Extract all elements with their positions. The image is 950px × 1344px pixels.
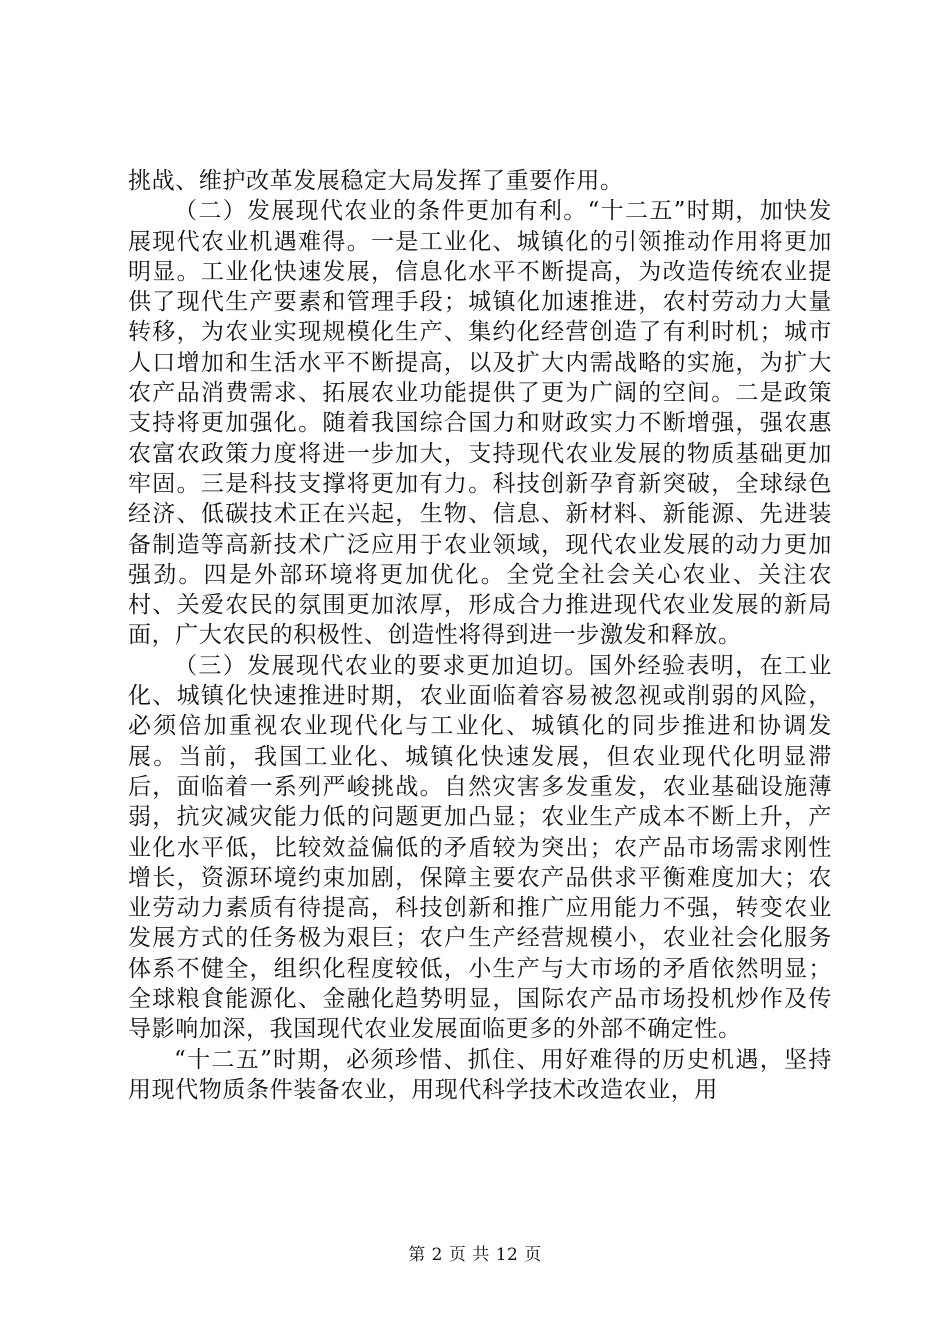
paragraph-continuation: 挑战、维护改革发展稳定大局发挥了重要作用。 [128,168,624,194]
document-body [128,166,832,1105]
paragraph-closing: “十二五”时期，必须珍惜、抓住、用好难得的历史机遇，坚持用现代物质条件装备农业，用现代科学技术改造农业，用 [128,1046,832,1103]
page-number-footer: 第 2 页 共 12 页 [408,1245,542,1265]
paragraph-section-3: （三）发展现代农业的要求更加迫切。国外经验表明，在工业化、城镇化快速推进时期，农业面临着容易被忽视或削弱的风险，必须倍加重视农业现代化与工业化、城镇化的同步推进和协调发展。当前，我国工业化、城镇化快速发展，但农业现代化明显滞后，面临着一系列严峻挑战。自然灾害多发重发，农业基础设施薄弱，抗灾减灾能力低的问题更加凸显；农业生产成本不断上升，产业化水平低，比较效益偏低的矛盾较为突出；农产品市场需求刚性增长，资源环境约束加剧，保障主要农产品供求平衡难度加大；农业劳动力素质有待提高，科技创新和推广应用能力不强，转变农业发展方式的任务极为艰巨；农户生产经营规模小，农业社会化服务体系不健全，组织化程度较低，小生产与大市场的矛盾依然明显；全球粮食能源化、金融化趋势明显，国际农产品市场投机炒作及传导影响加深，我国现代农业发展面临更多的外部不确定性。 [128,652,832,1043]
paragraph-section-2: （二）发展现代农业的条件更加有利。“十二五”时期，加快发展现代农业机遇难得。一是工业化、城镇化的引领推动作用将更加明显。工业化快速发展，信息化水平不断提高，为改造传统农业提供了现代生产要素和管理手段；城镇化加速推进，农村劳动力大量转移，为农业实现规模化生产、集约化经营创造了有利时机；城市人口增加和生活水平不断提高，以及扩大内需战略的实施，为扩大农产品消费需求、拓展农业功能提供了更为广阔的空间。二是政策支持将更加强化。随着我国综合国力和财政实力不断增强，强农惠农富农政策力度将进一步加大，支持现代农业发展的物质基础更加牢固。三是科技支撑将更加有力。科技创新孕育新突破，全球绿色经济、低碳技术正在兴起，生物、信息、新材料、新能源、先进装备制造等高新技术广泛应用于农业领域，现代农业发展的动力更加强劲。四是外部环境将更加优化。全党全社会关心农业、关注农村、关爱农民的氛围更加浓厚，形成合力推进现代农业发展的新局面，广大农民的积极性、创造性将得到进一步激发和释放。 [128,198,832,649]
